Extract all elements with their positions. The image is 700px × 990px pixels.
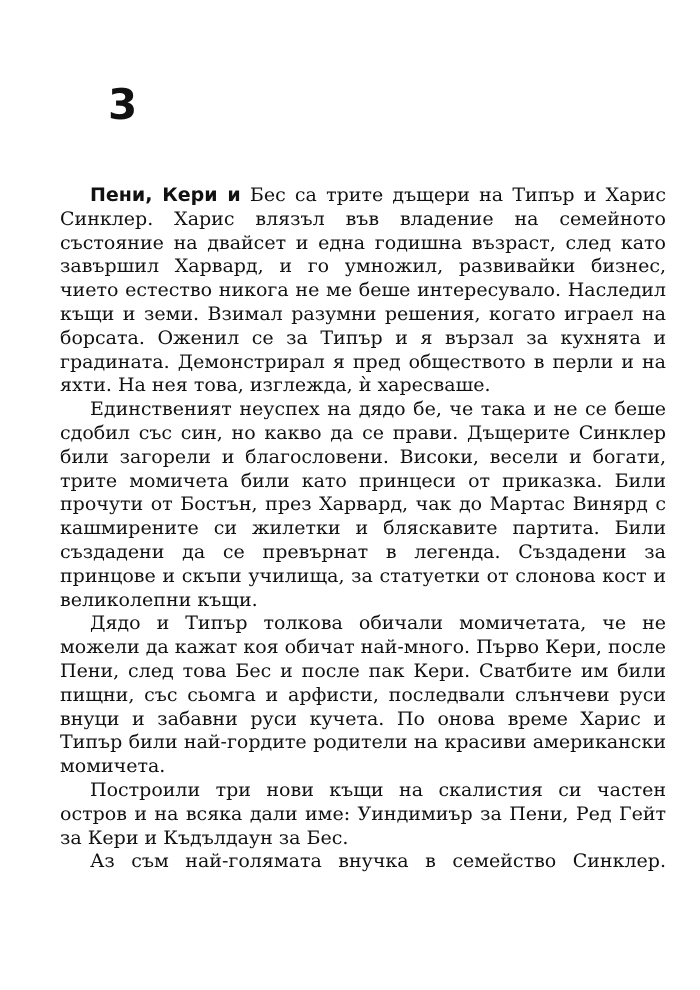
paragraph-1 — [60, 184, 666, 398]
chapter-number: 3 — [108, 80, 138, 129]
paragraph-4: Построили три нови къщи на скалистия си частен остров и на всяка дали име: Уиндимиър за Пени, Ред Гейт за Кери и Къдълдаун за Бес. — [60, 778, 666, 849]
paragraph-1-text: Бес са трите дъщери на Типър и Харис Синклер. Харис влязъл във владение на семейното състояние на двайсет и една годишна възраст, след като завършил Харвард, и го умножил, развивайки бизнес, чието естество никога не ме беше интересувало. Наследил къщи и земи. Взимал разумни решения, когато играел на борсата. Оженил се за Типър и я вързал за кухнята и градината. Демонстрирал я пред обществото в перли и на яхти. На нея това, изглежда, ѝ харесваше. — [60, 184, 666, 397]
paragraph-5: Аз съм най-голямата внучка в семейство Синклер. — [90, 850, 666, 873]
paragraph-3: Дядо и Типър толкова обичали момичетата, че не можели да кажат коя обичат най-много. Първо Кери, после Пени, след това Бес и после пак Кери. Сватбите им били пищни, със сьомга и арфисти, последвали слънчеви руси внуци и забавни руси кучета. По онова време Харис и Типър били най-гордите родители на красиви американски момичета. — [60, 612, 666, 778]
lead-in: Пени, Кери и — [90, 184, 241, 206]
chapter-body — [60, 184, 666, 874]
paragraph-2: Единственият неуспех на дядо бе, че така и не се беше сдобил със син, но какво да се прави. Дъщерите Синклер били загорели и благословени. Високи, весели и богати, трите момичета били като принцеси от приказка. Били прочути от Бостън, през Харвард, чак до Мартас Винярд с кашмирените си жилетки и бляскавите партита. Били създадени да се превърнат в легенда. Създадени за принцове и скъпи училища, за статуетки от слонова кост и великолепни къщи. — [60, 398, 666, 611]
